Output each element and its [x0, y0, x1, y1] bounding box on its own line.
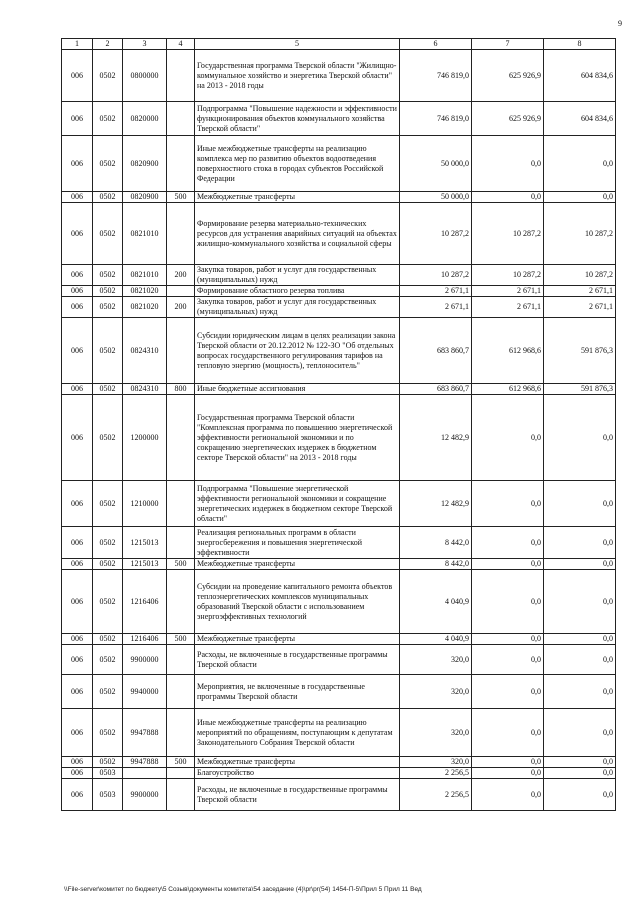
target-code-cell: 0820900: [123, 136, 167, 192]
description-cell: Формирование резерва материально-технических ресурсов для устранения аварийных ситуаций на объектах жилищно-коммунального хозяйства и социальной сферы: [195, 203, 400, 265]
amount-2016-cell: 50 000,0: [400, 192, 472, 203]
amount-2016-cell: 320,0: [400, 645, 472, 675]
amount-2016-cell: 746 819,0: [400, 50, 472, 102]
table-row: [62, 203, 616, 265]
admin-code-cell: 006: [62, 136, 93, 192]
section-code-cell: 0502: [93, 136, 123, 192]
column-header: 6: [400, 39, 472, 50]
section-code-cell: 0502: [93, 265, 123, 286]
admin-code-cell: 006: [62, 779, 93, 811]
admin-code-cell: 006: [62, 297, 93, 318]
amount-2016-cell: 10 287,2: [400, 203, 472, 265]
amount-2018-cell: 0,0: [544, 757, 616, 768]
description-cell: Государственная программа Тверской области "Жилищно-коммунальное хозяйство и энергетика Тверской области" на 2013 - 2018 годы: [195, 50, 400, 102]
target-code-cell: 0821020: [123, 297, 167, 318]
amount-2018-cell: 0,0: [544, 709, 616, 757]
section-code-cell: 0502: [93, 297, 123, 318]
admin-code-cell: 006: [62, 634, 93, 645]
amount-2018-cell: 0,0: [544, 634, 616, 645]
expense-type-cell: [167, 481, 195, 527]
amount-2016-cell: 10 287,2: [400, 265, 472, 286]
admin-code-cell: 006: [62, 265, 93, 286]
description-cell: Межбюджетные трансферты: [195, 192, 400, 203]
target-code-cell: 0824310: [123, 318, 167, 384]
amount-2018-cell: 0,0: [544, 570, 616, 634]
section-code-cell: 0502: [93, 634, 123, 645]
amount-2016-cell: 683 860,7: [400, 384, 472, 395]
amount-2016-cell: 2 671,1: [400, 286, 472, 297]
description-cell: Государственная программа Тверской области "Комплексная программа по повышению энергетической эффективности региональной экономики и по сокращению энергетических издержек в бюджетном секторе Тверской области" на 2013 - 2018 годы: [195, 395, 400, 481]
expense-type-cell: 200: [167, 297, 195, 318]
amount-2018-cell: 0,0: [544, 675, 616, 709]
amount-2018-cell: 0,0: [544, 136, 616, 192]
target-code-cell: [123, 768, 167, 779]
section-code-cell: 0502: [93, 709, 123, 757]
target-code-cell: 0824310: [123, 384, 167, 395]
description-cell: Подпрограмма "Повышение надежности и эффективности функционирования объектов коммунального хозяйства Тверской области": [195, 102, 400, 136]
expense-type-cell: [167, 570, 195, 634]
section-code-cell: 0502: [93, 203, 123, 265]
table-header-row: [62, 39, 616, 50]
budget-table: [61, 38, 616, 811]
admin-code-cell: 006: [62, 481, 93, 527]
amount-2017-cell: 0,0: [472, 481, 544, 527]
target-code-cell: 1210000: [123, 481, 167, 527]
amount-2018-cell: 0,0: [544, 481, 616, 527]
amount-2017-cell: 2 671,1: [472, 286, 544, 297]
column-header: 5: [195, 39, 400, 50]
description-cell: Реализация региональных программ в области энергосбережения и повышения энергетической эффективности: [195, 527, 400, 559]
table-row: [62, 709, 616, 757]
admin-code-cell: 006: [62, 768, 93, 779]
description-cell: Субсидии на проведение капитального ремонта объектов теплоэнергетических комплексов муниципальных образований Тверской области с использованием энергоэффективных технологий: [195, 570, 400, 634]
column-header: 1: [62, 39, 93, 50]
expense-type-cell: 500: [167, 757, 195, 768]
expense-type-cell: [167, 645, 195, 675]
amount-2017-cell: 0,0: [472, 645, 544, 675]
target-code-cell: 0820000: [123, 102, 167, 136]
section-code-cell: 0502: [93, 570, 123, 634]
description-cell: Формирование областного резерва топлива: [195, 286, 400, 297]
column-header: 4: [167, 39, 195, 50]
admin-code-cell: 006: [62, 318, 93, 384]
amount-2016-cell: 2 256,5: [400, 779, 472, 811]
amount-2018-cell: 10 287,2: [544, 265, 616, 286]
description-cell: Иные межбюджетные трансферты на реализацию комплекса мер по развитию объектов водоотведения поверхностного стока в городах субъектов Российской Федерации: [195, 136, 400, 192]
table-row: [62, 265, 616, 286]
amount-2017-cell: 10 287,2: [472, 265, 544, 286]
expense-type-cell: [167, 286, 195, 297]
description-cell: Мероприятия, не включенные в государственные программы Тверской области: [195, 675, 400, 709]
amount-2017-cell: 612 968,6: [472, 384, 544, 395]
table-row: [62, 675, 616, 709]
section-code-cell: 0502: [93, 318, 123, 384]
amount-2018-cell: 591 876,3: [544, 318, 616, 384]
description-cell: Закупка товаров, работ и услуг для государственных (муниципальных) нужд: [195, 297, 400, 318]
target-code-cell: 9947888: [123, 709, 167, 757]
table-row: [62, 384, 616, 395]
table-row: [62, 634, 616, 645]
amount-2017-cell: 0,0: [472, 395, 544, 481]
section-code-cell: 0502: [93, 559, 123, 570]
amount-2016-cell: 683 860,7: [400, 318, 472, 384]
amount-2017-cell: 625 926,9: [472, 50, 544, 102]
description-cell: Благоустройство: [195, 768, 400, 779]
table-row: [62, 757, 616, 768]
description-cell: Межбюджетные трансферты: [195, 757, 400, 768]
page-number: 9: [618, 19, 622, 28]
admin-code-cell: 006: [62, 384, 93, 395]
amount-2017-cell: 612 968,6: [472, 318, 544, 384]
description-cell: Субсидии юридическим лицам в целях реализации закона Тверской области от 20.12.2012 № 122-ЗО "Об отдельных вопросах государственного регулирования тарифов на тепловую энергию (мощность), теплоноситель": [195, 318, 400, 384]
target-code-cell: 1216406: [123, 570, 167, 634]
description-cell: Иные бюджетные ассигнования: [195, 384, 400, 395]
target-code-cell: 9900000: [123, 645, 167, 675]
amount-2017-cell: 0,0: [472, 768, 544, 779]
expense-type-cell: 200: [167, 265, 195, 286]
expense-type-cell: [167, 779, 195, 811]
target-code-cell: 1216406: [123, 634, 167, 645]
admin-code-cell: 006: [62, 645, 93, 675]
admin-code-cell: 006: [62, 675, 93, 709]
amount-2018-cell: 0,0: [544, 527, 616, 559]
table-row: [62, 645, 616, 675]
expense-type-cell: 500: [167, 634, 195, 645]
target-code-cell: 1200000: [123, 395, 167, 481]
table-row: [62, 481, 616, 527]
amount-2017-cell: 0,0: [472, 527, 544, 559]
amount-2017-cell: 2 671,1: [472, 297, 544, 318]
expense-type-cell: [167, 50, 195, 102]
amount-2016-cell: 2 671,1: [400, 297, 472, 318]
expense-type-cell: [167, 136, 195, 192]
section-code-cell: 0502: [93, 384, 123, 395]
expense-type-cell: 500: [167, 559, 195, 570]
amount-2016-cell: 50 000,0: [400, 136, 472, 192]
target-code-cell: 1215013: [123, 527, 167, 559]
column-header: 2: [93, 39, 123, 50]
description-cell: Подпрограмма "Повышение энергетической эффективности региональной экономики и сокращение энергетических издержек в бюджетном секторе Тверской области": [195, 481, 400, 527]
amount-2017-cell: 0,0: [472, 634, 544, 645]
amount-2018-cell: 0,0: [544, 559, 616, 570]
admin-code-cell: 006: [62, 203, 93, 265]
table-row: [62, 318, 616, 384]
admin-code-cell: 006: [62, 757, 93, 768]
description-cell: Иные межбюджетные трансферты на реализацию мероприятий по обращениям, поступающим к депутатам Законодательного Собрания Тверской области: [195, 709, 400, 757]
table-row: [62, 768, 616, 779]
amount-2018-cell: 604 834,6: [544, 102, 616, 136]
section-code-cell: 0502: [93, 192, 123, 203]
amount-2017-cell: 0,0: [472, 559, 544, 570]
amount-2018-cell: 2 671,1: [544, 286, 616, 297]
description-cell: Расходы, не включенные в государственные программы Тверской области: [195, 779, 400, 811]
description-cell: Межбюджетные трансферты: [195, 559, 400, 570]
admin-code-cell: 006: [62, 50, 93, 102]
amount-2016-cell: 320,0: [400, 757, 472, 768]
expense-type-cell: 800: [167, 384, 195, 395]
amount-2016-cell: 4 040,9: [400, 634, 472, 645]
amount-2017-cell: 0,0: [472, 136, 544, 192]
amount-2018-cell: 0,0: [544, 395, 616, 481]
admin-code-cell: 006: [62, 102, 93, 136]
section-code-cell: 0502: [93, 286, 123, 297]
section-code-cell: 0503: [93, 779, 123, 811]
amount-2016-cell: 320,0: [400, 675, 472, 709]
target-code-cell: 9940000: [123, 675, 167, 709]
column-header: 7: [472, 39, 544, 50]
amount-2018-cell: 0,0: [544, 779, 616, 811]
amount-2018-cell: 0,0: [544, 768, 616, 779]
amount-2018-cell: 591 876,3: [544, 384, 616, 395]
table-row: [62, 779, 616, 811]
admin-code-cell: 006: [62, 286, 93, 297]
amount-2016-cell: 12 482,9: [400, 395, 472, 481]
table-row: [62, 297, 616, 318]
section-code-cell: 0502: [93, 50, 123, 102]
target-code-cell: 0821010: [123, 203, 167, 265]
expense-type-cell: [167, 675, 195, 709]
section-code-cell: 0502: [93, 395, 123, 481]
amount-2016-cell: 8 442,0: [400, 559, 472, 570]
amount-2017-cell: 0,0: [472, 709, 544, 757]
target-code-cell: 0800000: [123, 50, 167, 102]
amount-2018-cell: 604 834,6: [544, 50, 616, 102]
description-cell: Межбюджетные трансферты: [195, 634, 400, 645]
target-code-cell: 9900000: [123, 779, 167, 811]
column-header: 3: [123, 39, 167, 50]
section-code-cell: 0502: [93, 645, 123, 675]
table-row: [62, 527, 616, 559]
table-row: [62, 102, 616, 136]
admin-code-cell: 006: [62, 192, 93, 203]
amount-2018-cell: 0,0: [544, 645, 616, 675]
amount-2017-cell: 0,0: [472, 675, 544, 709]
description-cell: Закупка товаров, работ и услуг для государственных (муниципальных) нужд: [195, 265, 400, 286]
table-row: [62, 570, 616, 634]
admin-code-cell: 006: [62, 559, 93, 570]
expense-type-cell: [167, 527, 195, 559]
amount-2018-cell: 10 287,2: [544, 203, 616, 265]
file-path-footer: \\File-server\комитет по бюджету\5 Созыв\документы комитета\54 заседание (4)\pr\pr(54) 1454-П-5\Прил 5 Прил 11 Вед: [64, 886, 422, 893]
expense-type-cell: [167, 203, 195, 265]
target-code-cell: 9947888: [123, 757, 167, 768]
target-code-cell: 0821020: [123, 286, 167, 297]
amount-2017-cell: 625 926,9: [472, 102, 544, 136]
amount-2017-cell: 0,0: [472, 779, 544, 811]
amount-2017-cell: 0,0: [472, 570, 544, 634]
amount-2017-cell: 0,0: [472, 757, 544, 768]
target-code-cell: 0821010: [123, 265, 167, 286]
table-row: [62, 559, 616, 570]
section-code-cell: 0502: [93, 757, 123, 768]
section-code-cell: 0502: [93, 527, 123, 559]
expense-type-cell: [167, 709, 195, 757]
table-row: [62, 136, 616, 192]
amount-2016-cell: 12 482,9: [400, 481, 472, 527]
amount-2016-cell: 746 819,0: [400, 102, 472, 136]
target-code-cell: 0820900: [123, 192, 167, 203]
amount-2016-cell: 320,0: [400, 709, 472, 757]
amount-2017-cell: 0,0: [472, 192, 544, 203]
table-row: [62, 50, 616, 102]
amount-2016-cell: 2 256,5: [400, 768, 472, 779]
amount-2016-cell: 4 040,9: [400, 570, 472, 634]
expense-type-cell: [167, 395, 195, 481]
amount-2018-cell: 0,0: [544, 192, 616, 203]
section-code-cell: 0502: [93, 481, 123, 527]
table-row: [62, 192, 616, 203]
section-code-cell: 0502: [93, 675, 123, 709]
expense-type-cell: [167, 102, 195, 136]
table-row: [62, 395, 616, 481]
expense-type-cell: [167, 768, 195, 779]
section-code-cell: 0502: [93, 102, 123, 136]
column-header: 8: [544, 39, 616, 50]
admin-code-cell: 006: [62, 570, 93, 634]
amount-2016-cell: 8 442,0: [400, 527, 472, 559]
amount-2017-cell: 10 287,2: [472, 203, 544, 265]
admin-code-cell: 006: [62, 527, 93, 559]
description-cell: Расходы, не включенные в государственные программы Тверской области: [195, 645, 400, 675]
admin-code-cell: 006: [62, 395, 93, 481]
section-code-cell: 0503: [93, 768, 123, 779]
table-row: [62, 286, 616, 297]
expense-type-cell: [167, 318, 195, 384]
expense-type-cell: 500: [167, 192, 195, 203]
target-code-cell: 1215013: [123, 559, 167, 570]
admin-code-cell: 006: [62, 709, 93, 757]
amount-2018-cell: 2 671,1: [544, 297, 616, 318]
